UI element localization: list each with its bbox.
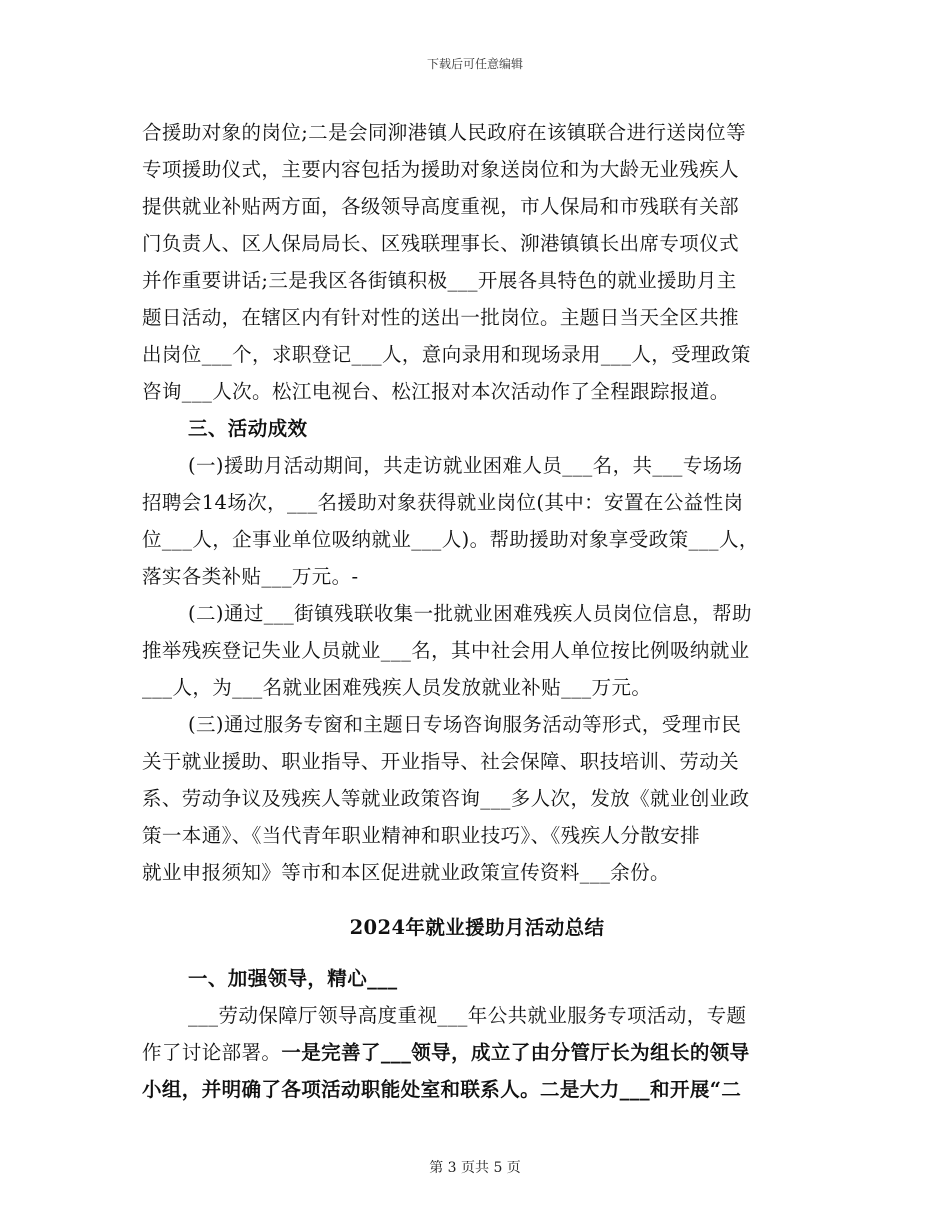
paragraph-leadership (142, 997, 812, 1108)
text-line: 就业申报须知》等市和本区促进就业政策宣传资料___余份。 (142, 861, 670, 884)
section-heading-results: 三、活动成效 (188, 417, 308, 440)
page-footer: 第 3 页共 5 页 (429, 1160, 521, 1176)
paragraph-continuation (142, 114, 812, 410)
text-line: ___人，为___名就业困难残疾人员发放就业补贴___万元。 (142, 676, 652, 699)
section-heading-leadership: 一、加强领导，精心___ (188, 967, 398, 990)
text-line: 小组，并明确了各项活动职能处室和联系人。二是大力___和开展“二 (142, 1078, 742, 1101)
text-line: 咨询___人次。松江电视台、松江报对本次活动作了全程跟踪报道。 (142, 380, 730, 403)
text-line: 门负责人、区人保局局长、区残联理事长、泖港镇镇长出席专项仪式 (142, 232, 740, 255)
text-line: (三)通过服务专窗和主题日专场咨询服务活动等形式，受理市民 (188, 713, 742, 736)
text-line: 提供就业补贴两方面，各级领导高度重视，市人保局和市残联有关部 (142, 195, 740, 218)
text-line: 位___人，企事业单位吸纳就业___人)。帮助援助对象享受政策___人， (142, 528, 759, 551)
text-span: 作了讨论部署。 (142, 1041, 282, 1064)
text-line: 推举残疾登记失业人员就业___名，其中社会用人单位按比例吸纳就业 (142, 639, 750, 662)
paragraph-results-3 (142, 706, 812, 891)
text-line: 合援助对象的岗位;二是会同泖港镇人民政府在该镇联合进行送岗位等 (142, 121, 746, 144)
text-line: (二)通过___街镇残联收集一批就业困难残疾人员岗位信息，帮助 (188, 602, 752, 625)
text-line (142, 1034, 812, 1071)
text-line: 招聘会14场次，___名援助对象获得就业岗位(其中：安置在公益性岗 (142, 491, 744, 514)
document-body (142, 114, 812, 1108)
document-title: 2024年就业援助月活动总结 (349, 916, 605, 939)
text-line: 系、劳动争议及残疾人等就业政策咨询___多人次，发放《就业创业政 (142, 787, 750, 810)
text-line: 出岗位___个，求职登记___人，意向录用和现场录用___人，受理政策 (142, 343, 751, 366)
bold-text-span: 一是完善了___领导，成立了由分管厅长为组长的领导 (281, 1041, 750, 1064)
text-line: 关于就业援助、职业指导、开业指导、社会保障、职技培训、劳动关 (142, 750, 740, 773)
text-line: 并作重要讲话;三是我区各街镇积极___开展各具特色的就业援助月主 (142, 269, 737, 292)
text-line: 落实各类补贴___万元。- (142, 565, 359, 588)
text-line: ___劳动保障厅领导高度重视___年公共就业服务专项活动，专题 (188, 1004, 747, 1027)
paragraph-results-2 (142, 595, 812, 706)
text-line: 专项援助仪式，主要内容包括为援助对象送岗位和为大龄无业残疾人 (142, 158, 740, 181)
paragraph-results-1 (142, 447, 812, 595)
text-line: 策一本通》、《当代青年职业精神和职业技巧》、《残疾人分散安排 (142, 824, 701, 847)
text-line: (一)援助月活动期间，共走访就业困难人员___名，共___专场场 (188, 454, 743, 477)
text-line: 题日活动，在辖区内有针对性的送出一批岗位。主题日当天全区共推 (142, 306, 740, 329)
page-header: 下载后可任意编辑 (426, 57, 523, 71)
